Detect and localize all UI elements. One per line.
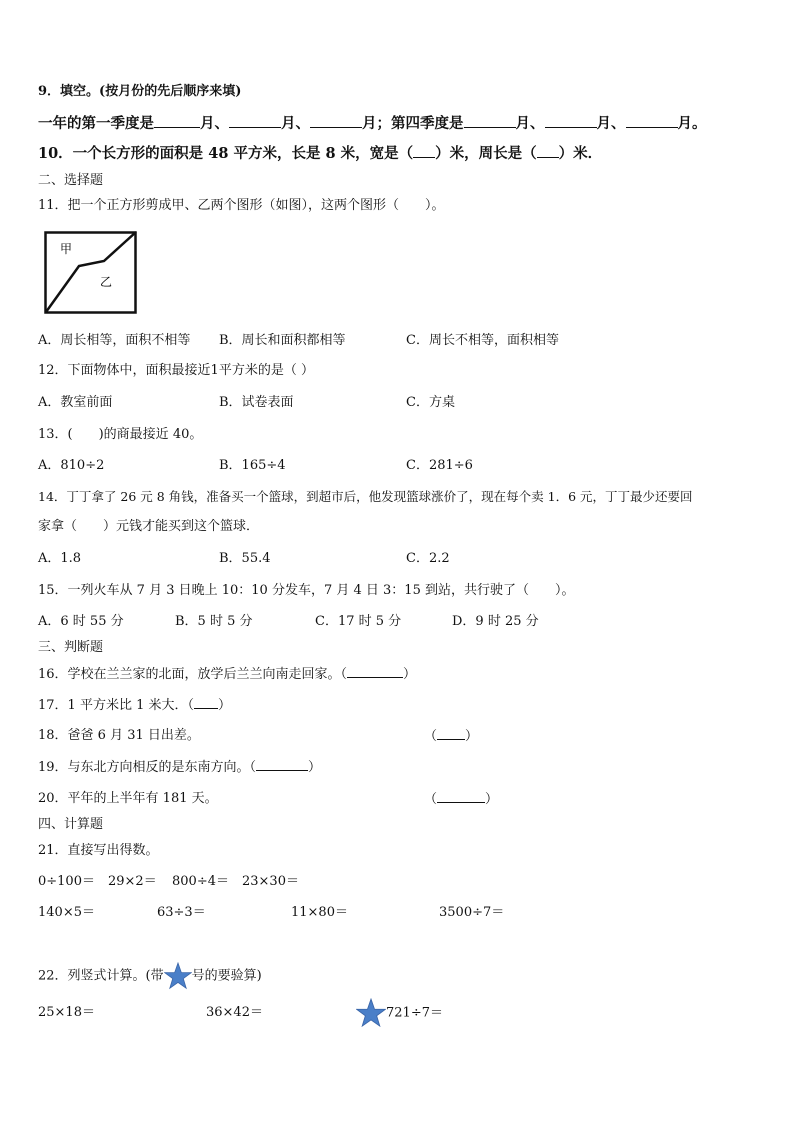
q9-month-5: 月 — [596, 115, 611, 132]
q10-mid: ）米，周长是（ — [435, 145, 537, 162]
q20-open: （ — [424, 792, 438, 807]
q16-text: 16．学校在兰兰家的北面，放学后兰兰向南走回家。（ — [38, 667, 348, 682]
q16-close: ） — [403, 667, 417, 682]
q9-blank-5[interactable] — [545, 115, 597, 128]
q12-option-b[interactable]: B．试卷表面 — [219, 395, 294, 410]
q19-answer-blank[interactable] — [256, 758, 308, 771]
q17 — [38, 696, 231, 715]
q10-prefix: 10．一个长方形的面积是 48 平方米，长是 8 米，宽是（ — [38, 145, 414, 162]
q12-option-c[interactable]: C．方桌 — [406, 395, 455, 410]
q16 — [38, 665, 416, 684]
q21-item: 0÷100＝ — [38, 874, 95, 889]
q13-option-a[interactable]: A．810÷2 — [38, 458, 105, 473]
q9-blank-4[interactable] — [464, 115, 516, 128]
q15-option-c[interactable]: C．17 时 5 分 — [315, 614, 402, 629]
q9-title: 9．填空。(按月份的先后顺序来填) — [38, 84, 242, 99]
q15-text: 15．一列火车从 7 月 3 日晚上 10：10 分发车，7 月 4 日 3：15 到站，共行驶了（ ）。 — [38, 583, 575, 598]
q19 — [38, 758, 321, 777]
q11-text: 11．把一个正方形剪成甲、乙两个图形（如图），这两个图形（ ）。 — [38, 198, 445, 213]
q21-item: 29×2＝ — [108, 874, 157, 889]
label-yi: 乙 — [100, 275, 113, 289]
q9-blank-3[interactable] — [310, 115, 362, 128]
q10-suffix: ）米． — [558, 145, 603, 162]
q13-text: 13．( )的商最接近 40。 — [38, 427, 203, 442]
q22-item: 25×18＝ — [38, 1005, 95, 1020]
q18-open: （ — [424, 729, 438, 744]
star-icon — [356, 998, 386, 1028]
q9-end: 月。 — [677, 115, 707, 132]
q9-line-start: 一年的第一季度是 — [38, 115, 154, 132]
q21-item: 11×80＝ — [291, 905, 348, 920]
q21-item: 63÷3＝ — [157, 905, 206, 920]
q11-option-c[interactable]: C．周长不相等，面积相等 — [406, 333, 559, 348]
section-choice-heading: 二、选择题 — [38, 173, 104, 188]
q15-option-d[interactable]: D．9 时 25 分 — [452, 614, 539, 629]
q21-item: 800÷4＝ — [172, 874, 229, 889]
q9-blank-6[interactable] — [626, 115, 678, 128]
q9-sep-3: 、 — [530, 115, 545, 132]
q19-close: ） — [308, 760, 322, 775]
q13-option-b[interactable]: B．165÷4 — [219, 458, 286, 473]
q14-text-line1: 14．丁丁拿了 26 元 8 角钱，准备买一个篮球，到超市后，他发现篮球涨价了，现在每个卖 1．6 元，丁丁最少还要回 — [38, 489, 693, 504]
q12-option-a[interactable]: A．教室前面 — [38, 395, 113, 410]
q18-close: ） — [465, 729, 479, 744]
q11-option-a[interactable]: A．周长相等，面积不相等 — [38, 333, 191, 348]
q22-item-text: 721÷7＝ — [386, 1005, 443, 1021]
q18-answer — [424, 727, 478, 746]
q14-option-b[interactable]: B．55.4 — [219, 551, 271, 566]
q11-figure — [44, 231, 138, 319]
q15-option-b[interactable]: B．5 时 5 分 — [175, 614, 253, 629]
star-icon — [164, 962, 192, 990]
q9-month-1: 月 — [200, 115, 215, 132]
q22-item: 36×42＝ — [206, 1005, 263, 1020]
q10-blank-perimeter[interactable] — [537, 145, 559, 158]
q18-answer-blank[interactable] — [437, 727, 465, 740]
section-calc-heading: 四、计算题 — [38, 817, 104, 832]
q17-answer-blank[interactable] — [194, 696, 218, 709]
q17-close: ） — [217, 698, 231, 713]
q22-item-starred — [356, 998, 443, 1029]
q12-text: 12．下面物体中，面积最接近1平方米的是（ ） — [38, 363, 314, 378]
q16-answer-blank[interactable] — [347, 665, 403, 678]
q22-text-before: 22．列竖式计算。(带 — [38, 968, 164, 984]
q22-text-after: 号的要验算) — [191, 968, 262, 984]
q22-text — [38, 962, 262, 990]
q20-answer — [424, 790, 498, 809]
q9-sep-4: 、 — [611, 115, 626, 132]
q18-text: 18．爸爸 6 月 31 日出差。 — [38, 728, 200, 743]
q10 — [38, 145, 602, 163]
q9-month-4: 月 — [515, 115, 530, 132]
q21-item: 23×30＝ — [242, 874, 299, 889]
q20-answer-blank[interactable] — [437, 790, 485, 803]
q9-month-3: 月 — [362, 115, 377, 132]
q13-option-c[interactable]: C．281÷6 — [406, 458, 473, 473]
section-judge-heading: 三、判断题 — [38, 640, 104, 655]
q9-month-2: 月 — [281, 115, 296, 132]
q9-blank-1[interactable] — [154, 115, 200, 128]
q14-text-line2: 家拿（ ）元钱才能买到这个篮球． — [38, 519, 260, 534]
q14-option-c[interactable]: C．2.2 — [406, 551, 450, 566]
q14-option-a[interactable]: A．1.8 — [38, 551, 82, 566]
q11-option-b[interactable]: B．周长和面积都相等 — [219, 333, 346, 348]
q20-close: ） — [485, 792, 499, 807]
q10-blank-width[interactable] — [413, 145, 435, 158]
q9-sep-semicolon: ；第四季度是 — [376, 115, 464, 132]
q21-item: 140×5＝ — [38, 905, 95, 920]
square-cut-diagram — [44, 231, 138, 315]
q9-fill-line — [38, 115, 707, 133]
q21-text: 21．直接写出得数。 — [38, 843, 159, 858]
q21-item: 3500÷7＝ — [439, 905, 505, 920]
label-jia: 甲 — [60, 242, 73, 256]
q17-text: 17．1 平方米比 1 米大．（ — [38, 698, 194, 713]
q19-text: 19．与东北方向相反的是东南方向。（ — [38, 760, 257, 775]
q15-option-a[interactable]: A．6 时 55 分 — [38, 614, 124, 629]
q20-text: 20．平年的上半年有 181 天。 — [38, 791, 218, 806]
q9-sep-2: 、 — [295, 115, 310, 132]
q9-blank-2[interactable] — [229, 115, 281, 128]
q9-sep-1: 、 — [214, 115, 229, 132]
